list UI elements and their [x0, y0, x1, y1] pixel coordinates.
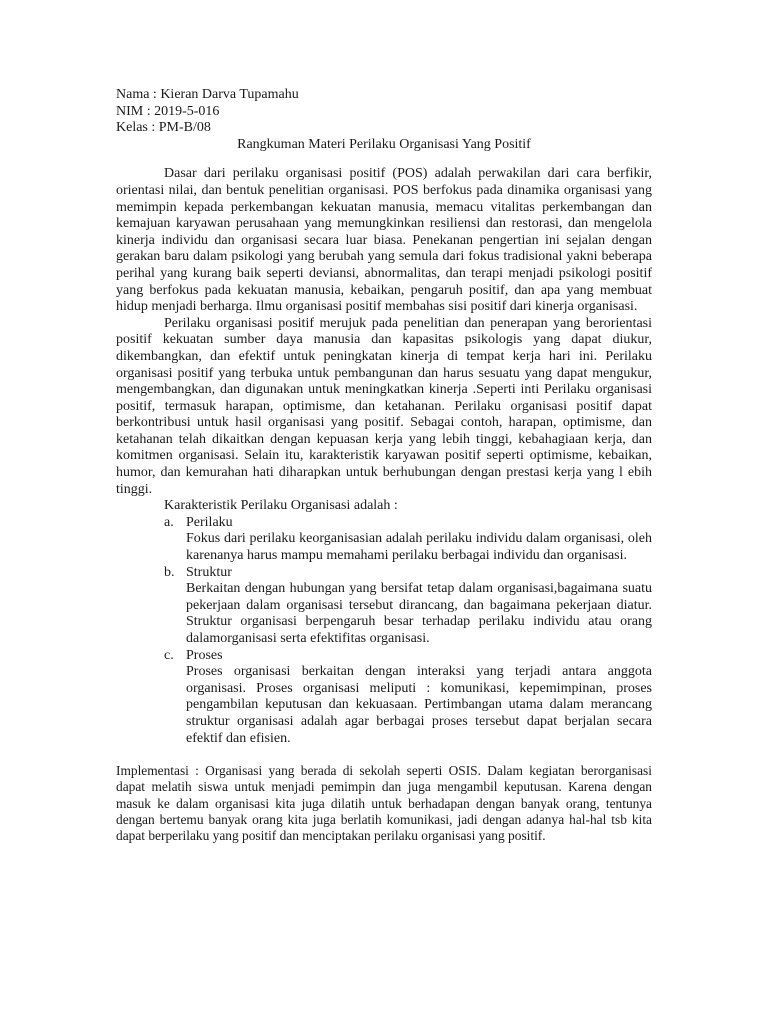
list-marker: b.: [164, 564, 175, 580]
list-item: [116, 515, 652, 565]
document-title: Rangkuman Materi Perilaku Organisasi Yang Positif: [237, 136, 531, 152]
list-item-body: Proses organisasi berkaitan dengan interaksi yang terjadi antara anggota organisasi. Proses organisasi meliputi : komunikasi, kepemimpinan, proses pengambilan keputusan dan kekuasaan. Pertimbangan utama dalam merancang struktur organisasi adalah agar berbagai proses tersebut dapat berjalan secara efektif dan efisien.: [186, 664, 652, 746]
list-marker: a.: [164, 514, 174, 530]
list-item-body: Berkaitan dengan hubungan yang bersifat tetap dalam organisasi,bagaimana suatu pekerjaan dalam organisasi tersebut dirancang, dan bagaimana pekerjaan diatur. Struktur organisasi berpengaruh besar terhadap perilaku individu atau orang dalamorganisasi serta efektifitas organisasi.: [186, 581, 652, 646]
student-name: Nama : Kieran Darva Tupamahu: [116, 87, 299, 102]
paragraph-intro: Dasar dari perilaku organisasi positif (POS) adalah perwakilan dari cara berfikir, orientasi nilai, dan bentuk penelitian organisasi. POS berfokus pada dinamika organisasi yang memimpin kepada perkembangan kekuatan manusia, memacu vitalitas perkembangan dan kemajuan karyawan perusahaan yang memungkinkan resiliensi dan restorasi, dan mengelola kinerja individu dan organisasi secara luar biasa. Penekanan pengertian ini sejalan dengan gerakan baru dalam psikologi yang berubah yang semula dari fokus tradisional yakni beberapa perihal yang kurang baik seperti deviansi, abnormalitas, dan terapi menjadi psikologi positif yang berfokus pada kekuatan manusia, kebaikan, pengaruh positif, dan apa yang membuat hidup menjadi berharga. Ilmu organisasi positif membahas sisi positif dari kinerja organisasi.: [116, 166, 652, 315]
list-item-title: Perilaku: [186, 514, 233, 530]
student-nim: NIM : 2019-5-016: [116, 103, 220, 119]
list-item-title: Struktur: [186, 564, 232, 580]
list-item-body: Fokus dari perilaku keorganisasian adalah perilaku individu dalam organisasi, oleh karenanya harus mampu memahami perilaku berbagai individu dan organisasi.: [186, 531, 652, 564]
list-item: [116, 648, 652, 748]
list-marker: c.: [164, 647, 174, 663]
list-item: [116, 565, 652, 648]
characteristics-list: [116, 515, 652, 747]
student-class: Kelas : PM-B/08: [116, 120, 211, 136]
list-item-title: Proses: [186, 647, 223, 663]
paragraph-pos-definition: Perilaku organisasi positif merujuk pada penelitian dan penerapan yang berorientasi positif kekuatan sumber daya manusia dan kapasitas psikologis yang dapat diukur, dikembangkan, dan efektif untuk peningkatan kinerja di tempat kerja hari ini. Perilaku organisasi positif yang terbuka untuk pembangunan dan harus sesuatu yang dapat mengukur, mengembangkan, dan digunakan untuk meningkatkan kinerja .Seperti inti Perilaku organisasi positif, termasuk harapan, optimisme, dan ketahanan. Perilaku organisasi positif dapat berkontribusi untuk hasil organisasi yang positif. Sebagai contoh, harapan, optimisme, dan ketahanan telah dikaitkan dengan kepuasan kerja yang lebih tinggi, kebahagiaan kerja, dan komitmen organisasi. Selain itu, karakteristik karyawan positif seperti optimisme, kebaikan, humor, dan kemurahan hati diharapkan untuk berhubungan dengan prestasi kerja yang l ebih tinggi.: [116, 315, 652, 497]
document-page: [116, 87, 652, 844]
implementation-paragraph: Implementasi : Organisasi yang berada di sekolah seperti OSIS. Dalam kegiatan berorganisasi dapat melatih siswa untuk menjadi pemimpin dan juga mengambil keputusan. Karena dengan masuk ke dalam organisasi kita juga dilatih untuk berhadapan dengan banyak orang, tentunya dengan bertemu banyak orang kita juga berlatih komunikasi, jadi dengan adanya hal-hal tsb kita dapat berperilaku yang positif dan menciptakan perilaku organisasi yang positif.: [116, 763, 652, 843]
characteristics-lead: Karakteristik Perilaku Organisasi adalah :: [164, 498, 398, 514]
